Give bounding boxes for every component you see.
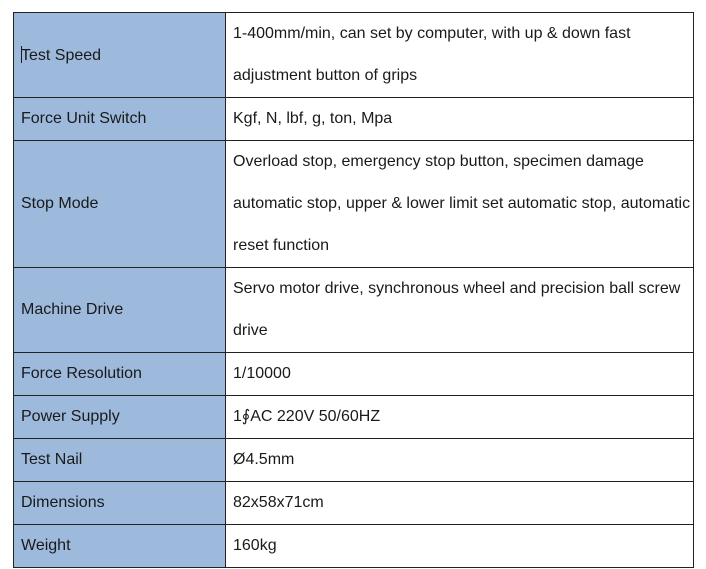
- spec-label-cell: [14, 525, 226, 568]
- table-row: [14, 396, 694, 439]
- spec-value: 1∮AC 220V 50/60HZ: [233, 408, 381, 425]
- spec-label-cell: [14, 268, 226, 353]
- spec-label: Force Resolution: [21, 365, 142, 382]
- spec-value-cell: [226, 141, 694, 268]
- spec-value-cell: [226, 268, 694, 353]
- spec-label: Weight: [21, 537, 71, 554]
- spec-value: 160kg: [233, 537, 277, 554]
- spec-value-cell: [226, 353, 694, 396]
- spec-value-cell: [226, 525, 694, 568]
- spec-label: Force Unit Switch: [21, 110, 147, 127]
- spec-label: Power Supply: [21, 408, 120, 425]
- spec-value: Ø4.5mm: [233, 451, 295, 468]
- table-row: [14, 439, 694, 482]
- table-row: [14, 525, 694, 568]
- spec-value: Overload stop, emergency stop button, specimen damage automatic stop, upper & lower limit set automatic stop, automatic reset function: [233, 153, 691, 254]
- table-row: [14, 141, 694, 268]
- spec-value-cell: [226, 439, 694, 482]
- spec-value: 82x58x71cm: [233, 494, 324, 511]
- spec-value-cell: [226, 482, 694, 525]
- table-row: [14, 268, 694, 353]
- spec-value: Servo motor drive, synchronous wheel and precision ball screw drive: [233, 280, 681, 339]
- table-row: [14, 353, 694, 396]
- table-row: [14, 482, 694, 525]
- spec-label: Dimensions: [21, 494, 105, 511]
- spec-label-cell: [14, 353, 226, 396]
- spec-label-cell: [14, 13, 226, 98]
- specification-table: [13, 12, 694, 568]
- spec-label-cell: [14, 98, 226, 141]
- table-row: [14, 98, 694, 141]
- spec-label-cell: [14, 141, 226, 268]
- spec-label: Test Speed: [21, 46, 102, 64]
- spec-label: Stop Mode: [21, 195, 99, 212]
- spec-value: Kgf, N, lbf, g, ton, Mpa: [233, 110, 393, 127]
- spec-label: Machine Drive: [21, 301, 124, 318]
- spec-label-cell: [14, 439, 226, 482]
- spec-label-cell: [14, 482, 226, 525]
- table-row: [14, 13, 694, 98]
- spec-label-cell: [14, 396, 226, 439]
- spec-value: 1/10000: [233, 365, 291, 382]
- spec-value-cell: [226, 396, 694, 439]
- spec-value: 1-400mm/min, can set by computer, with up & down fast adjustment button of grips: [233, 25, 631, 84]
- spec-label: Test Nail: [21, 451, 83, 468]
- spec-value-cell: [226, 98, 694, 141]
- spec-value-cell: [226, 13, 694, 98]
